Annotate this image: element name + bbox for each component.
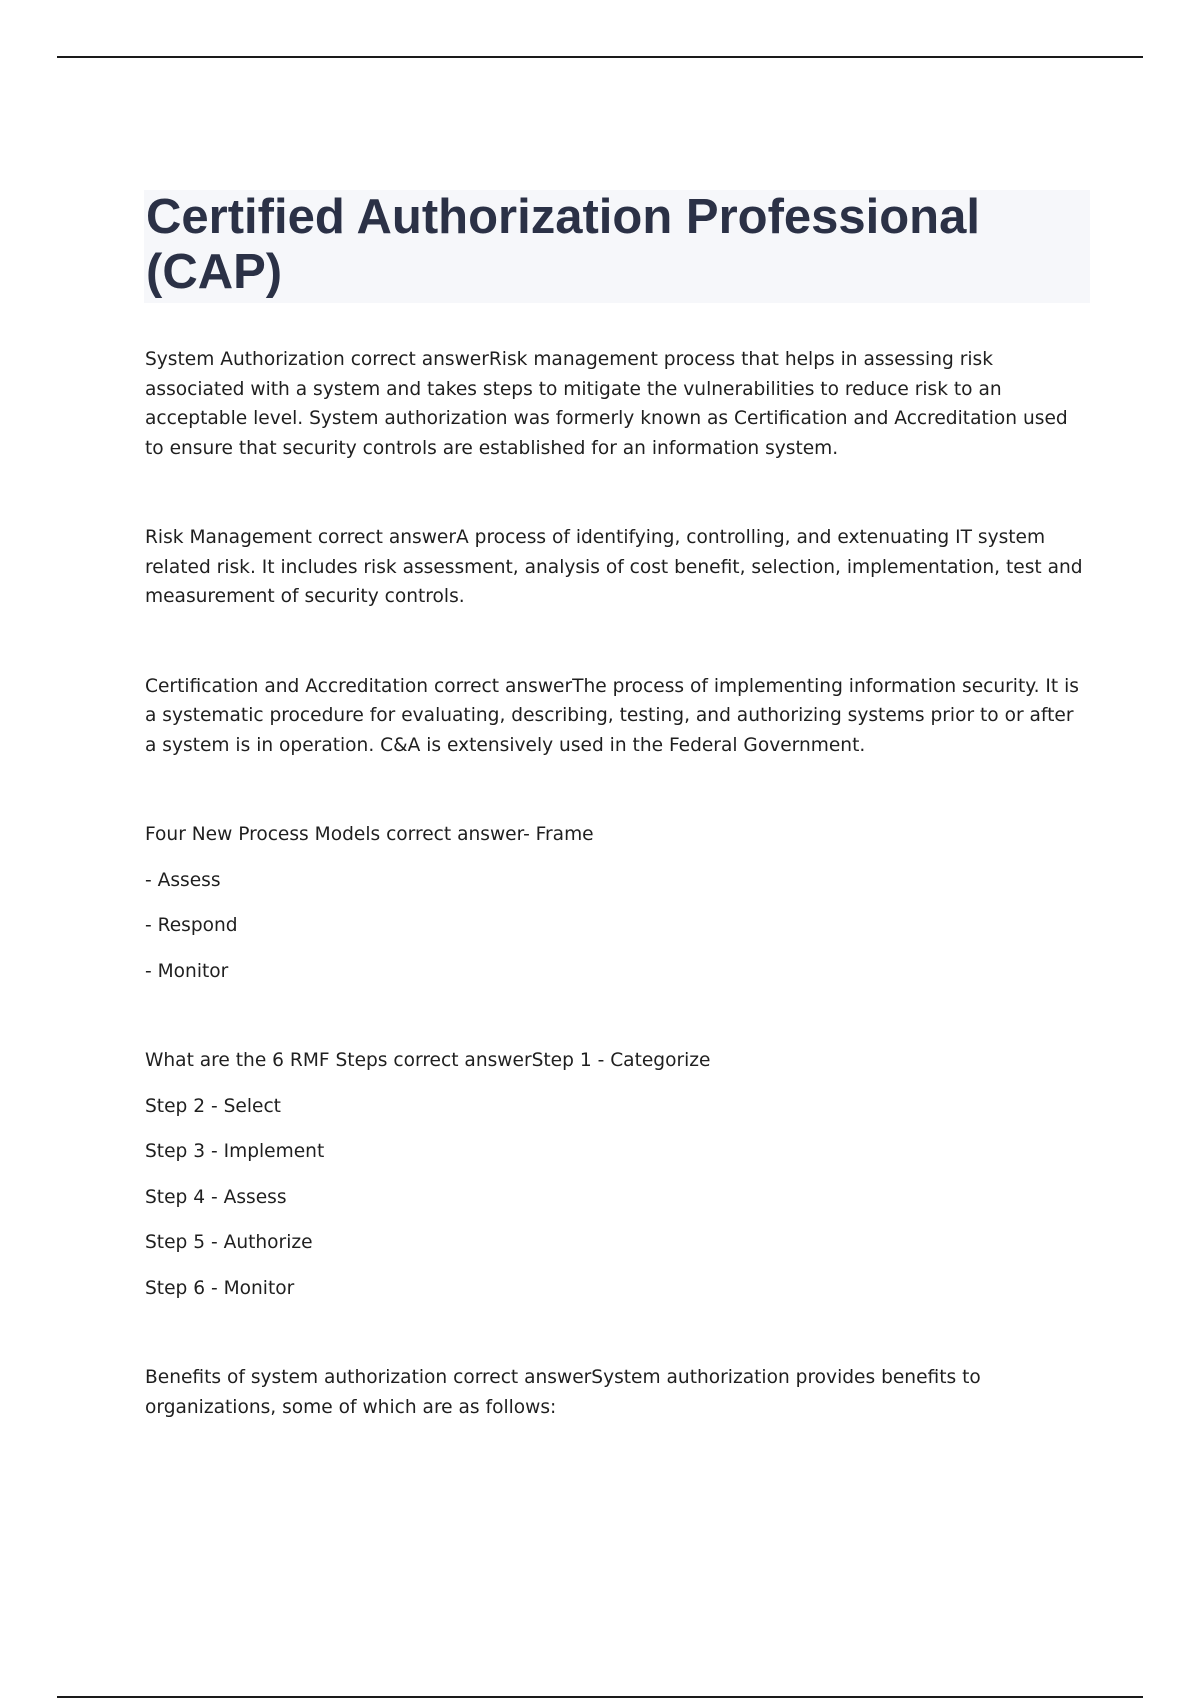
entry-system-authorization: System Authorization correct answerRisk management process that helps in assessing risk associated with a system and takes steps to mitigate the vulnerabilities to reduce risk to an acceptable level. System authorization was formerly known as Certification and Accreditation used to ensure that security controls are established for an information system.	[145, 349, 1068, 459]
process-models-line: - Monitor	[145, 960, 229, 982]
process-models-line: - Assess	[145, 869, 221, 891]
process-models-line: - Respond	[145, 915, 238, 936]
document-title: Certified Authorization Professional (CAP)	[146, 190, 980, 299]
entry-risk-management: Risk Management correct answerA process of identifying, controlling, and extenuating IT system related risk. It includes risk assessment, analysis of cost benefit, selection, implementation, test and measurement of security controls.	[145, 527, 1083, 607]
entry-rmf-steps	[145, 1046, 1090, 1303]
footer-rule	[57, 1696, 1143, 1698]
entry-benefits: Benefits of system authorization correct answerSystem authorization provides benefits to organizations, some of which are as follows:	[145, 1367, 981, 1418]
header-rule	[57, 56, 1143, 58]
spacer	[145, 760, 1090, 820]
spacer	[145, 463, 1090, 523]
rmf-step-line: Step 3 - Implement	[145, 1141, 325, 1162]
process-models-line: Four New Process Models correct answer- Frame	[145, 824, 594, 845]
rmf-step-line: Step 4 - Assess	[145, 1186, 287, 1208]
rmf-step-line: Step 2 - Select	[145, 1095, 281, 1117]
entry-process-models	[145, 820, 1090, 986]
document-body	[145, 345, 1090, 1422]
rmf-step-line: Step 5 - Authorize	[145, 1232, 313, 1253]
entry-certification-accreditation: Certification and Accreditation correct answerThe process of implementing information security. It is a systematic procedure for evaluating, describing, testing, and authorizing systems prior to or after a system is in operation. C&A is extensively used in the Federal Government.	[145, 675, 1079, 756]
spacer	[145, 1319, 1090, 1363]
rmf-step-line: Step 6 - Monitor	[145, 1277, 295, 1299]
spacer	[145, 612, 1090, 672]
rmf-step-line: What are the 6 RMF Steps correct answerStep 1 - Categorize	[145, 1050, 711, 1071]
spacer	[145, 1002, 1090, 1046]
